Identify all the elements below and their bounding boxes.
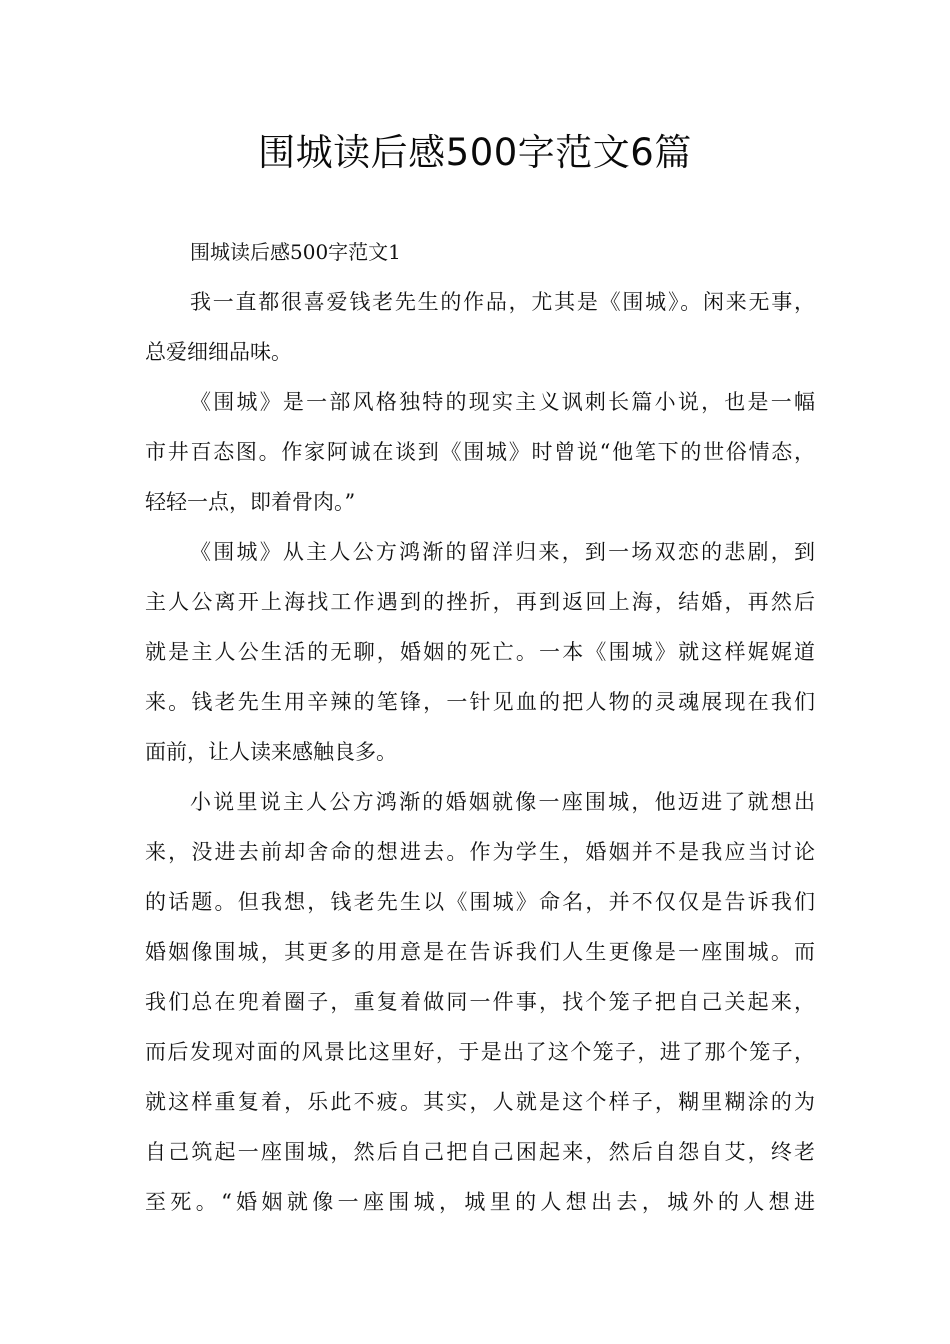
paragraph-line: 我们总在兜着圈子，重复着做同一件事，找个笼子把自己关起来， [145, 990, 815, 1014]
paragraph-line: 市井百态图。作家阿诚在谈到《围城》时曾说“他笔下的世俗情态， [145, 440, 815, 464]
paragraph-line: 总爱细细品味。 [145, 340, 292, 364]
section-heading: 围城读后感500字范文1 [190, 240, 401, 264]
paragraph-line: 轻轻一点，即着骨肉。” [145, 490, 356, 514]
paragraph-line: 来，没进去前却舍命的想进去。作为学生，婚姻并不是我应当讨论 [145, 840, 815, 864]
paragraph-line: 就这样重复着，乐此不疲。其实，人就是这个样子，糊里糊涂的为 [145, 1090, 815, 1114]
paragraph-line: 而后发现对面的风景比这里好，于是出了这个笼子，进了那个笼子， [145, 1040, 815, 1064]
paragraph-line: 小说里说主人公方鸿渐的婚姻就像一座围城，他迈进了就想出 [190, 790, 815, 814]
paragraph-line: 主人公离开上海找工作遇到的挫折，再到返回上海，结婚，再然后 [145, 590, 815, 614]
paragraph-line: 就是主人公生活的无聊，婚姻的死亡。一本《围城》就这样娓娓道 [145, 640, 815, 664]
paragraph-line: 的话题。但我想，钱老先生以《围城》命名，并不仅仅是告诉我们 [145, 890, 815, 914]
document-title: 围城读后感500字范文6篇 [258, 131, 692, 174]
paragraph-line: 来。钱老先生用辛辣的笔锋，一针见血的把人物的灵魂展现在我们 [145, 690, 815, 714]
paragraph-line: 我一直都很喜爱钱老先生的作品，尤其是《围城》。闲来无事， [190, 290, 815, 314]
paragraph-line: 自己筑起一座围城，然后自己把自己困起来，然后自怨自艾，终老 [145, 1140, 815, 1164]
paragraph-line: 《围城》是一部风格独特的现实主义讽刺长篇小说，也是一幅 [190, 390, 815, 414]
paragraph-line: 《围城》从主人公方鸿渐的留洋归来，到一场双恋的悲剧，到 [190, 540, 815, 564]
paragraph-line: 至死。“婚姻就像一座围城，城里的人想出去，城外的人想进 [145, 1190, 815, 1214]
paragraph-line: 婚姻像围城，其更多的用意是在告诉我们人生更像是一座围城。而 [145, 940, 815, 964]
paragraph-line: 面前，让人读来感触良多。 [145, 740, 397, 764]
